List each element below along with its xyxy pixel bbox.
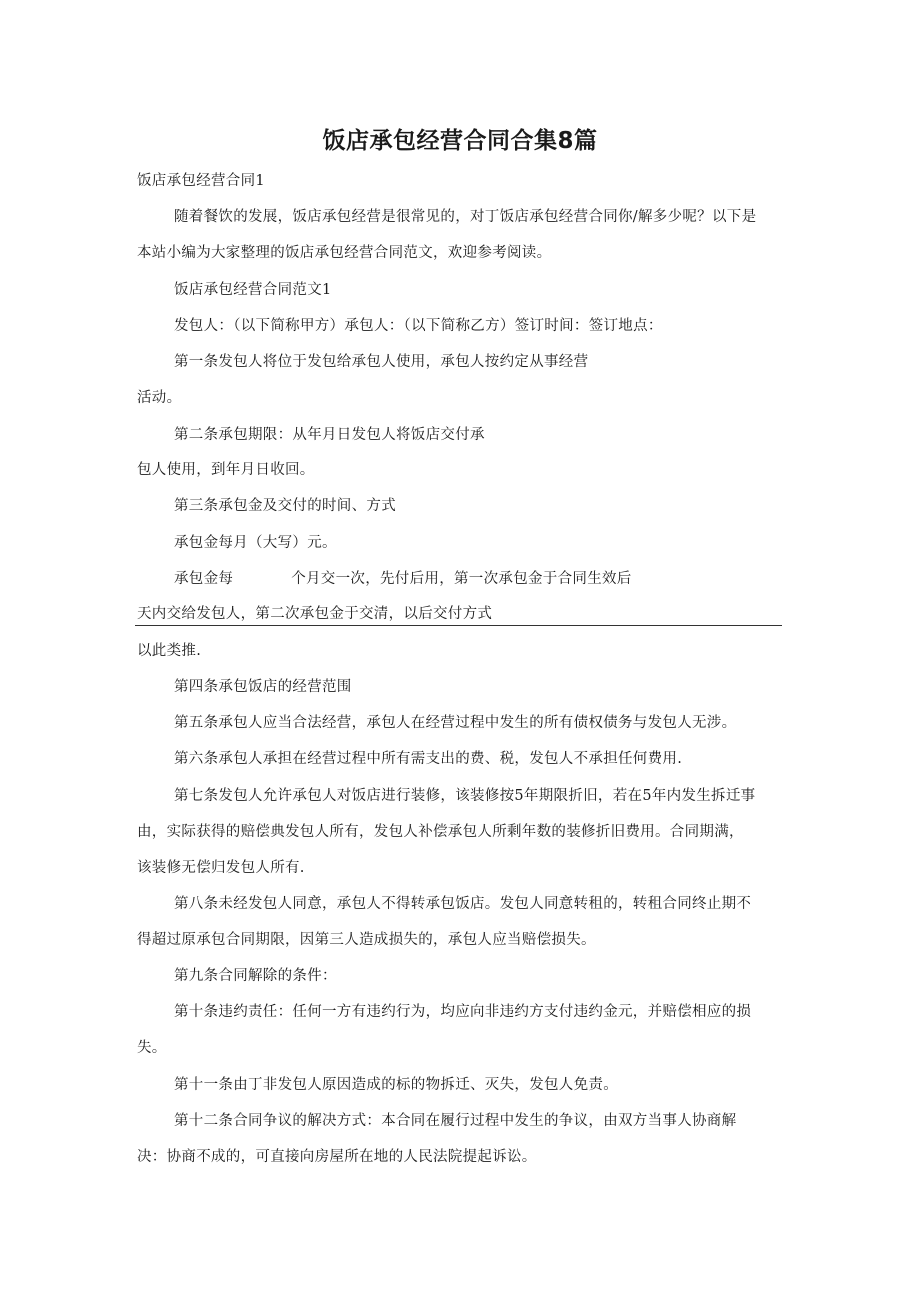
article-3-payment-part-b: 个月交一次，先付后用，第一次承包金于合同生效后 xyxy=(291,571,632,587)
article-6: 第六条承包人承担在经营过程中所有需支出的费、税，发包人不承担任何费用. xyxy=(174,751,683,767)
article-3-monthly: 承包金每月（大写）元。 xyxy=(174,535,337,551)
article-8-line-2: 得超过原承包合同期限，因第三人造成损失的，承包人应当赔偿损失。 xyxy=(137,932,596,948)
article-8-line-1: 第八条未经发包人同意，承包人不得转承包饭店。发包人同意转租的，转租合同终止期不 xyxy=(174,896,752,912)
document-title: 饭店承包经营合同合集8篇 xyxy=(322,128,598,154)
article-12-line-2: 决：协商不成的，可直接向房屋所在地的人民法院提起诉讼。 xyxy=(137,1149,537,1165)
section-heading: 饭店承包经营合同1 xyxy=(137,173,265,189)
article-7-line-2: 由，实际获得的赔偿典发包人所有，发包人补偿承包人所剩年数的装修折旧费用。合同期满， xyxy=(137,824,744,840)
sample-heading: 饭店承包经营合同范文1 xyxy=(174,282,332,298)
article-10-line-1: 第十条违约责任：任何一方有违约行为，均应向非违约方支付违约金元，并赔偿相应的损 xyxy=(174,1004,752,1020)
article-3-payment-part-a: 承包金每 xyxy=(174,571,234,587)
article-9: 第九条合同解除的条件： xyxy=(174,968,337,984)
article-1-line-1: 第一条发包人将位于发包给承包人使用，承包人按约定从事经营 xyxy=(174,354,589,370)
intro-line-1: 随着餐饮的发展，饭店承包经营是很常见的，对丁饭店承包经营合同你/解多少呢？以下是 xyxy=(174,209,757,225)
article-1-line-2: 活动。 xyxy=(137,390,182,406)
article-12-line-1: 第十二条合同争议的解决方式：本合同在履行过程中发生的争议，由双方当事人协商解 xyxy=(174,1113,737,1129)
article-4: 第四条承包饭店的经营范围 xyxy=(174,679,352,695)
article-7-line-1: 第七条发包人允许承包人对饭店进行装修，该装修按5年期限折旧，若在5年内发生拆迁事 xyxy=(174,788,756,804)
intro-line-2: 本站小编为大家整理的饭店承包经营合同范文，欢迎参考阅读。 xyxy=(137,245,552,261)
article-5: 第五条承包人应当合法经营，承包人在经营过程中发生的所有债权债务与发包人无涉。 xyxy=(174,715,737,731)
article-3-payment-line-3: 以此类推. xyxy=(137,643,202,659)
article-3-heading: 第三条承包金及交付的时间、方式 xyxy=(174,498,396,514)
article-3-payment-line-1 xyxy=(174,569,632,589)
article-11: 第十一条由丁非发包人原因造成的标的物拆迁、灭失，发包人免责。 xyxy=(174,1077,618,1093)
horizontal-rule xyxy=(135,625,782,626)
article-2-line-1: 第二条承包期限：从年月日发包人将饭店交付承 xyxy=(174,427,485,443)
parties-line: 发包人：（以下简称甲方）承包人：（以下简称乙方）签订时间：签订地点： xyxy=(174,318,663,334)
article-2-line-2: 包人使用，到年月日收回。 xyxy=(137,462,315,478)
article-3-payment-line-2: 天内交给发包人，第二次承包金于交清，以后交付方式 xyxy=(137,606,493,622)
article-10-line-2: 失。 xyxy=(137,1040,167,1056)
article-7-line-3: 该装修无偿归发包人所有. xyxy=(137,860,305,876)
